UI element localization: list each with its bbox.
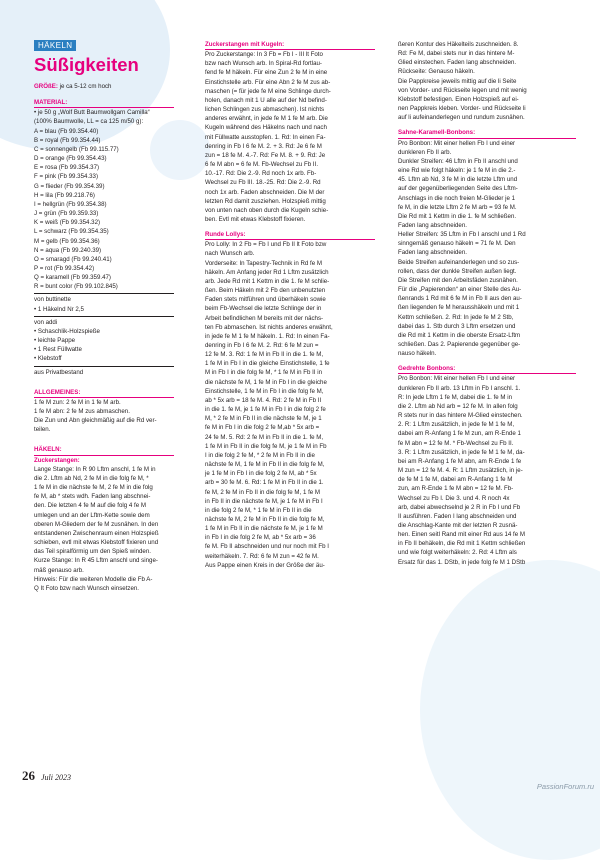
instruction-line: auf der gegenüberliegenden Seite des Lftm-	[398, 185, 518, 193]
material-line: (100% Baumwolle, LL = ca 125 m/50 g):	[34, 118, 144, 126]
instruction-line: auf li aufeinanderlegen und rundum zusnähen.	[398, 114, 525, 122]
instruction-line: Vorderseite: In Tapestry-Technik in Rd fe M	[205, 259, 322, 267]
material-line: R = bunt color (Fb 99.102.845)	[34, 283, 118, 291]
instruction-line: nauso häkeln.	[398, 350, 437, 358]
instruction-line: und wie folgt weiterhäkeln: 2. Rd: 4 Lftm als	[398, 549, 517, 557]
instruction-line: schließen. Das 2. Papierende gegenüber ge-	[398, 341, 521, 348]
instruction-line: Faden lang abschneiden.	[398, 249, 467, 257]
instruction-line: fe M, in die letzte Lftm 2 fe M arb = 93 fe M.	[398, 203, 517, 211]
instruction-line: R stets nur in das hintere M-Glied einstechen.	[398, 412, 523, 420]
instruction-line: 1 fe M in Fb I in die gleiche Einstichstelle, 1 fe	[205, 360, 330, 368]
instruction-line: je 1 fe M in Fb I in die folg 2 fe M, ab * 5x	[205, 470, 317, 478]
general-line: 1 fe M abn: 2 fe M zus abmaschen.	[34, 408, 130, 415]
instruction-line: 12 fe M. 3. Rd: 1 fe M in Fb II in die 1. fe M,	[205, 351, 324, 359]
instruction-line: lichen Schlingen zus abmaschen). Ist nichts	[205, 106, 325, 114]
instruction-line: Heller Streifen: 35 Lftm in Fb I anschl und 1 Rd	[398, 231, 526, 239]
instruction-line: nach Wunsch arb.	[205, 250, 255, 258]
instruction-line: Kettm schließen. 2. Rd: In jede fe M 2 Stb,	[398, 313, 514, 321]
crochet-line: die 2. Lftm ab Nd, 2 fe M in die folg fe M, *	[34, 474, 149, 482]
material-line: B = royal (Fb 99.354.44)	[34, 136, 101, 144]
instruction-line: 1 fe M in Fb II in die folg fe M, je 1 fe M in Fb	[205, 442, 327, 450]
instruction-line: Klebstoff befestigen. Einen Holzspieß auf ei-	[398, 95, 519, 103]
instruction-line: Arbeit befindlichen M bereits mit der nächs-	[205, 314, 324, 322]
instruction-line: beim Fb-Wechsel die letzte Schlinge der in	[205, 305, 322, 313]
instruction-block	[398, 374, 576, 566]
instruction-line: Anschlags in die noch freien M-Glieder je 1	[398, 194, 516, 202]
material-line: I = hellgrün (Fb 99.354.38)	[34, 200, 107, 208]
instruction-line: nächste fe M, 1 fe M in Fb II in die folg fe M,	[205, 461, 325, 469]
crochet-line: 1 fe M in die nächste fe M, 2 fe M in die folg	[34, 484, 153, 492]
instruction-line: die nächste fe M, 1 fe M in Fb I in die gleiche	[205, 378, 327, 386]
supplier-line: aus Privatbestand	[34, 368, 84, 376]
instruction-line: 24 fe M. 5. Rd: 2 fe M in Fb II in die 1. fe M,	[205, 433, 324, 441]
instruction-line: Die Streifen mit den Arbeitsfäden zusnähen.	[398, 276, 518, 284]
instruction-line: M zun = 12 fe M. 4. R: 1 Lftm zusätzlich, in je-	[398, 467, 523, 475]
instruction-line: M, * 2 fe M in Fb II in die nächste fe M, je 1	[205, 415, 322, 423]
divider	[34, 316, 174, 317]
instruction-line: R: In jede Lftm 1 fe M, dabei die 1. fe M in	[398, 393, 513, 401]
crochet-line: schieben, evtl mit etwas Klebstoff fixieren und	[34, 539, 159, 547]
material-line: C = sonnengelb (Fb 99.115.77)	[34, 145, 119, 153]
general-line: Die Zun und Abn gleichmäßig auf die Rd ver-	[34, 417, 157, 425]
instruction-line: ßenrands 1 Rd mit 6 fe M in Fb II aus den au-	[398, 295, 522, 303]
crochet-subheading: Zuckerstangen:	[34, 456, 80, 464]
crochet-heading: HÄKELN:	[34, 445, 174, 455]
crochet-line: Hinweis: Für die weiteren Modelle die Fb A-	[34, 575, 153, 583]
instruction-line: Faden stets mitführen und überhäkeln sowie	[205, 296, 326, 304]
page-number: 26	[22, 768, 35, 783]
material-line: M = gelb (Fb 99.354.36)	[34, 237, 100, 245]
crochet-line: Kurze Stange: In R 45 Lftm anschl und singe-	[34, 557, 158, 565]
instruction-line: Kugeln während des Häkelns nach und nach	[205, 124, 327, 132]
instruction-line: 6 fe M abn = 6 fe M. Fb-Wechsel zu Fb II.	[205, 161, 319, 169]
instruction-line: von unten nach oben durch die Kugeln schie-	[205, 206, 329, 214]
instruction-line: noch 1x arb. Faden abschneiden. Die M der	[205, 188, 325, 196]
column-right	[398, 40, 576, 567]
instruction-line: 3. R: 1 Lftm zusätzlich, in jede fe M 1 fe M, da-	[398, 448, 525, 456]
material-line: A = blau (Fb 99.354.40)	[34, 127, 99, 135]
general-heading: ALLGEMEINES:	[34, 388, 174, 398]
instruction-line: Faden lang abschneiden.	[398, 221, 467, 229]
instruction-block	[398, 40, 576, 122]
page-title: Süßigkeiten	[34, 54, 139, 75]
instruction-line: Aus Pappe einen Kreis in der Größe der äu-	[205, 561, 325, 569]
instruction-line: bei am R-Anfang 1 fe M abn, am R-Ende 1 fe	[398, 457, 522, 465]
instruction-line: in jede fe M 1 fe M häkeln. 1. Rd: In einen Fa-	[205, 332, 330, 340]
instruction-line: Für die „Papierenden“ an einer Stelle des Au-	[398, 286, 522, 294]
instruction-line: Pro Bonbon: Mit einer hellen Fb I und einer	[398, 375, 516, 383]
crochet-line: oberen M-Gliedern der fe M zusnähen. In den	[34, 520, 159, 528]
instruction-block	[205, 50, 375, 224]
crochet-line: Lange Stange: In R 90 Lftm anschl, 1 fe M in	[34, 465, 156, 473]
instruction-line: arb, dabei abwechselnd je 2 R in Fb I und Fb	[398, 503, 521, 511]
watercolor-wash	[420, 560, 600, 860]
divider	[34, 366, 174, 367]
supplier-line: von addi	[34, 318, 58, 326]
instruction-line: 2. R: 1 Lftm zusätzlich, in jede fe M 1 fe M,	[398, 421, 515, 429]
instruction-line: ßen. Beim Häkeln mit 2 Fb den unbenutzten	[205, 287, 326, 295]
material-line: H = lila (Fb 99.218.76)	[34, 191, 95, 199]
instruction-line: in Fb II behäkeln, die Rd mit 1 Kettm schließen	[398, 540, 526, 548]
material-line: K = weiß (Fb 99.354.32)	[34, 219, 101, 227]
instruction-line: bzw nach Wunsch arb. In Spiral-Rd fortlau-	[205, 60, 322, 68]
instruction-line: rollen, dass der dunkle Streifen außen liegt.	[398, 267, 517, 275]
instruction-line: Pro Zuckerstange: In 3 Fb = Fb I - III lt Foto	[205, 51, 323, 59]
instruction-line: eine Rd wie folgt häkeln: je 1 fe M in die 2.-	[398, 167, 516, 175]
instruction-line: Dunkler Streifen: 46 Lftm in Fb II anschl und	[398, 157, 518, 165]
material-line: • 1 Häkelnd Nr 2,5	[34, 305, 84, 313]
crochet-line: fe M, ab * stets wdh. Faden lang abschnei-	[34, 493, 151, 501]
material-line: • je 50 g „Wolf Butt Baumwollgarn Camilla“	[34, 109, 150, 117]
instruction-line: Wechsel zu Fb III. 18.-25. Rd: Die 2.-9. Rd	[205, 179, 321, 187]
instruction-line: ben. Evtl mit etwas Klebstoff fixieren.	[205, 215, 306, 223]
crochet-line: Q It Foto bzw nach Wunsch einsetzen.	[34, 584, 140, 592]
instruction-line: dunkleren Fb II arb.	[398, 148, 452, 156]
size-value: je ca 5-12 cm hoch	[57, 83, 112, 90]
instruction-line: de fe M 1 fe M, dabei am R-Anfang 1 fe M	[398, 476, 513, 484]
crochet-line: umlegen und an der Lftm-Kette sowie dem	[34, 511, 150, 519]
section-heading: Runde Lollys:	[205, 230, 375, 240]
section-heading: Gedrehte Bonbons:	[398, 364, 576, 374]
instruction-line: Ersatz für das 1. DStb, in jede folg fe M 1 DStb	[398, 558, 526, 566]
instruction-line: fe M abn = 12 fe M. * Fb-Wechsel zu Fb II.	[398, 439, 514, 447]
size-label: GRÖßE:	[34, 83, 58, 90]
instruction-line: Einstichstelle arb. Für eine Abn 2 fe M zus ab-	[205, 78, 331, 86]
instruction-line: ten Fb abmaschen. Ist nichts anderes erwähnt,	[205, 323, 333, 331]
instruction-line: in Fb I in die folg 2 fe M, ab * 5x arb = 36	[205, 534, 316, 542]
material-line: O = smaragd (Fb 99.240.41)	[34, 255, 112, 263]
instruction-line: arb. Jede Rd mit 1 Kettm in die 1. fe M schlie-	[205, 277, 330, 285]
instruction-line: fe M, 2 fe M in Fb II in die folg fe M, 1 fe M	[205, 488, 321, 496]
instruction-line: maschen (= für jede fe M eine Schlinge durch-	[205, 87, 331, 95]
instruction-line: nen Pappkreis kleben. Vorder- und Rückseite li	[398, 105, 526, 113]
instruction-line: in die 1. fe M, je 1 fe M in Fb I in die folg 2 fe	[205, 406, 326, 414]
instruction-line: Die Rd mit 1 Kettm in die 1. fe M schließen.	[398, 212, 517, 220]
section-heading: Sahne-Karamell-Bonbons:	[398, 128, 576, 138]
section-kicker: HÄKELN	[34, 40, 76, 51]
material-line: L = schwarz (Fb 99.354.35)	[34, 228, 109, 236]
instruction-line: sinngemäß genauso häkeln = 71 fe M. Den	[398, 240, 516, 248]
instruction-line: in Fb II in die nächste fe M, je 1 fe M in Fb I	[205, 497, 323, 505]
material-line: G = flieder (Fb 99.354.39)	[34, 182, 105, 190]
instruction-line: die Rd mit 1 Kettm in die oberste Ersatz-Lftm	[398, 331, 521, 339]
material-heading: MATERIAL:	[34, 98, 174, 108]
page-footer	[22, 767, 71, 785]
size-info	[34, 82, 174, 91]
instruction-line: dunkleren Fb II arb. 13 Lftm in Fb I anschl. 1.	[398, 384, 521, 392]
material-line: • Klebstoff	[34, 355, 62, 363]
material-line: • 1 Rest Füllwatte	[34, 346, 82, 354]
instruction-line: Wechsel zu Fb I. Die 3. und 4. R noch 4x	[398, 494, 510, 502]
material-line: F = pink (Fb 99.354.33)	[34, 173, 98, 181]
instruction-line: 1 fe M in Fb II in die nächste fe M, je 1 fe M	[205, 525, 323, 533]
divider	[34, 293, 174, 294]
instruction-block	[205, 240, 375, 570]
instruction-line: hen. Einen seitl Rand mit einer Rd aus 14 fe M	[398, 531, 525, 539]
material-line: E = rosa (Fb 99.354.37)	[34, 164, 100, 172]
material-list	[34, 108, 174, 376]
instruction-line: ab * 5x arb = 18 fe M. 4. Rd: 2 fe M in Fb II	[205, 396, 322, 404]
instruction-line: fe M. Fb II abschneiden und nur noch mit Fb I	[205, 543, 329, 551]
instruction-line: Glied einstechen. Faden lang abschneiden.	[398, 59, 517, 67]
instruction-line: dabei das 1. Stb durch 3 Lftm ersetzen und	[398, 322, 516, 330]
instruction-line: von Vorder- und Rückseite legen und mit wenig	[398, 86, 527, 94]
instruction-line: nächste fe M, 2 fe M in Fb II in die folg fe M,	[205, 515, 325, 523]
material-line: D = orange (Fb 99.354.43)	[34, 155, 107, 163]
instruction-line: zun = 18 fe M. 4.-7. Rd: Fe M. 8. + 9. Rd: Je	[205, 151, 326, 159]
instruction-line: arb = 30 fe M. 6. Rd: 1 fe M in Fb II in die 1.	[205, 479, 324, 487]
instruction-line: 10.-17. Rd: Die 2.-9. Rd noch 1x arb. Fb-	[205, 170, 317, 178]
instruction-line: fe M in Fb I in die folg 2 fe M,ab * 5x arb =	[205, 424, 320, 432]
instruction-line: II ausführen. Faden I lang abschneiden und	[398, 512, 517, 520]
material-line: • Schaschlik-Holzspieße	[34, 327, 100, 335]
instruction-line: Rd: Fe M, dabei stets nur in das hintere M-	[398, 50, 515, 58]
crochet-line: den. Die letzten 4 fe M auf die folg 4 fe M	[34, 502, 146, 510]
instruction-line: ßen liegenden fe M herausshäkeln und mit 1	[398, 304, 520, 312]
column-left	[34, 40, 174, 593]
instruction-line: Einstichstelle, 1 fe M in Fb I in die folg fe M,	[205, 387, 324, 395]
issue-date: Juli 2023	[41, 773, 71, 782]
instruction-line: 45. Lftm ab Nd, 3 fe M in die letzte Lftm und	[398, 176, 518, 184]
instruction-line: zun, am R-Ende 1 fe M abn = 12 fe M. Fb-	[398, 485, 514, 493]
instruction-block	[398, 139, 576, 359]
instruction-line: in die folg 2 fe M, * 1 fe M in Fb II in die	[205, 506, 312, 514]
material-line: N = aqua (Fb 99.240.39)	[34, 246, 102, 254]
material-line: J = grün (Fb 99.359.33)	[34, 210, 99, 218]
general-line: teilen.	[34, 426, 51, 434]
instruction-line: denring in Fb I 6 fe M. 2. Rd: 6 fe M zun =	[205, 342, 319, 349]
instruction-line: die Anschlag-Kante mit der letzten R zusnä-	[398, 521, 518, 529]
crochet-line: das Teil spiralförmig um den Spieß winden.	[34, 548, 151, 556]
instruction-line: Pro Bonbon: Mit einer hellen Fb I und einer	[398, 139, 516, 147]
instruction-line: dabei am R-Anfang 1 fe M zun, am R-Ende 1	[398, 430, 521, 438]
instruction-line: denring in Fb I 6 fe M. 2. + 3. Rd: Je 6 fe M	[205, 142, 322, 150]
instruction-line: holen, danach mit 1 U alle auf der Nd befind-	[205, 96, 327, 104]
instruction-line: Pro Lolly: In 2 Fb = Fb I und Fb II lt Foto bzw	[205, 241, 327, 249]
material-line: • leichte Pappe	[34, 337, 76, 345]
column-middle	[205, 40, 375, 570]
supplier-line: von buttinette	[34, 296, 71, 304]
instruction-line: ßeren Kontur des Häkelteils zuschneiden. 8.	[398, 41, 519, 48]
instruction-line: weiterhäkeln. 7. Rd: 6 fe M zun = 42 fe M.	[205, 552, 319, 560]
instruction-line: Die Pappkreise jeweils mittig auf die li Seite	[398, 77, 517, 85]
instruction-line: häkeln. Am Anfang jeder Rd 1 Lftm zusätzlich	[205, 268, 329, 276]
instruction-line: anderes erwähnt, in jede fe M 1 fe M arb. Die	[205, 115, 328, 123]
watermark: PassionForum.ru	[536, 782, 594, 791]
material-line: P = rot (Fb 99.354.42)	[34, 264, 95, 272]
crochet-line: entstandenen Zwischenraum einen Holzspieß	[34, 529, 159, 537]
instruction-line: I in die folg 2 fe M, * 2 fe M in Fb II in die	[205, 451, 315, 459]
instruction-line: Rückseite: Genauso häkeln.	[398, 68, 475, 76]
instruction-line: die 2. Lftm ab Nd arb = 12 fe M. In allen folg	[398, 402, 518, 410]
section-heading: Zuckerstangen mit Kugeln:	[205, 40, 375, 50]
instruction-line: mit Füllwatte ausstopfen. 1. Rd: In einen Fa-	[205, 133, 326, 141]
instruction-line: fend fe M häkeln. Für eine Zun 2 fe M in eine	[205, 69, 328, 77]
instruction-line: M in Fb I in die folg fe M, * 1 fe M in Fb II in	[205, 369, 323, 377]
material-line: Q = karamell (Fb 99.359.47)	[34, 274, 111, 282]
crochet-line: mäß genauso arb.	[34, 566, 84, 574]
instruction-line: Beide Streifen aufeinanderlegen und so zus-	[398, 258, 520, 266]
general-line: 1 fe M zun: 2 fe M in 1 fe M arb.	[34, 398, 121, 406]
instruction-line: letzten Rd damit zusziehen. Holzspieß mittig	[205, 197, 326, 205]
